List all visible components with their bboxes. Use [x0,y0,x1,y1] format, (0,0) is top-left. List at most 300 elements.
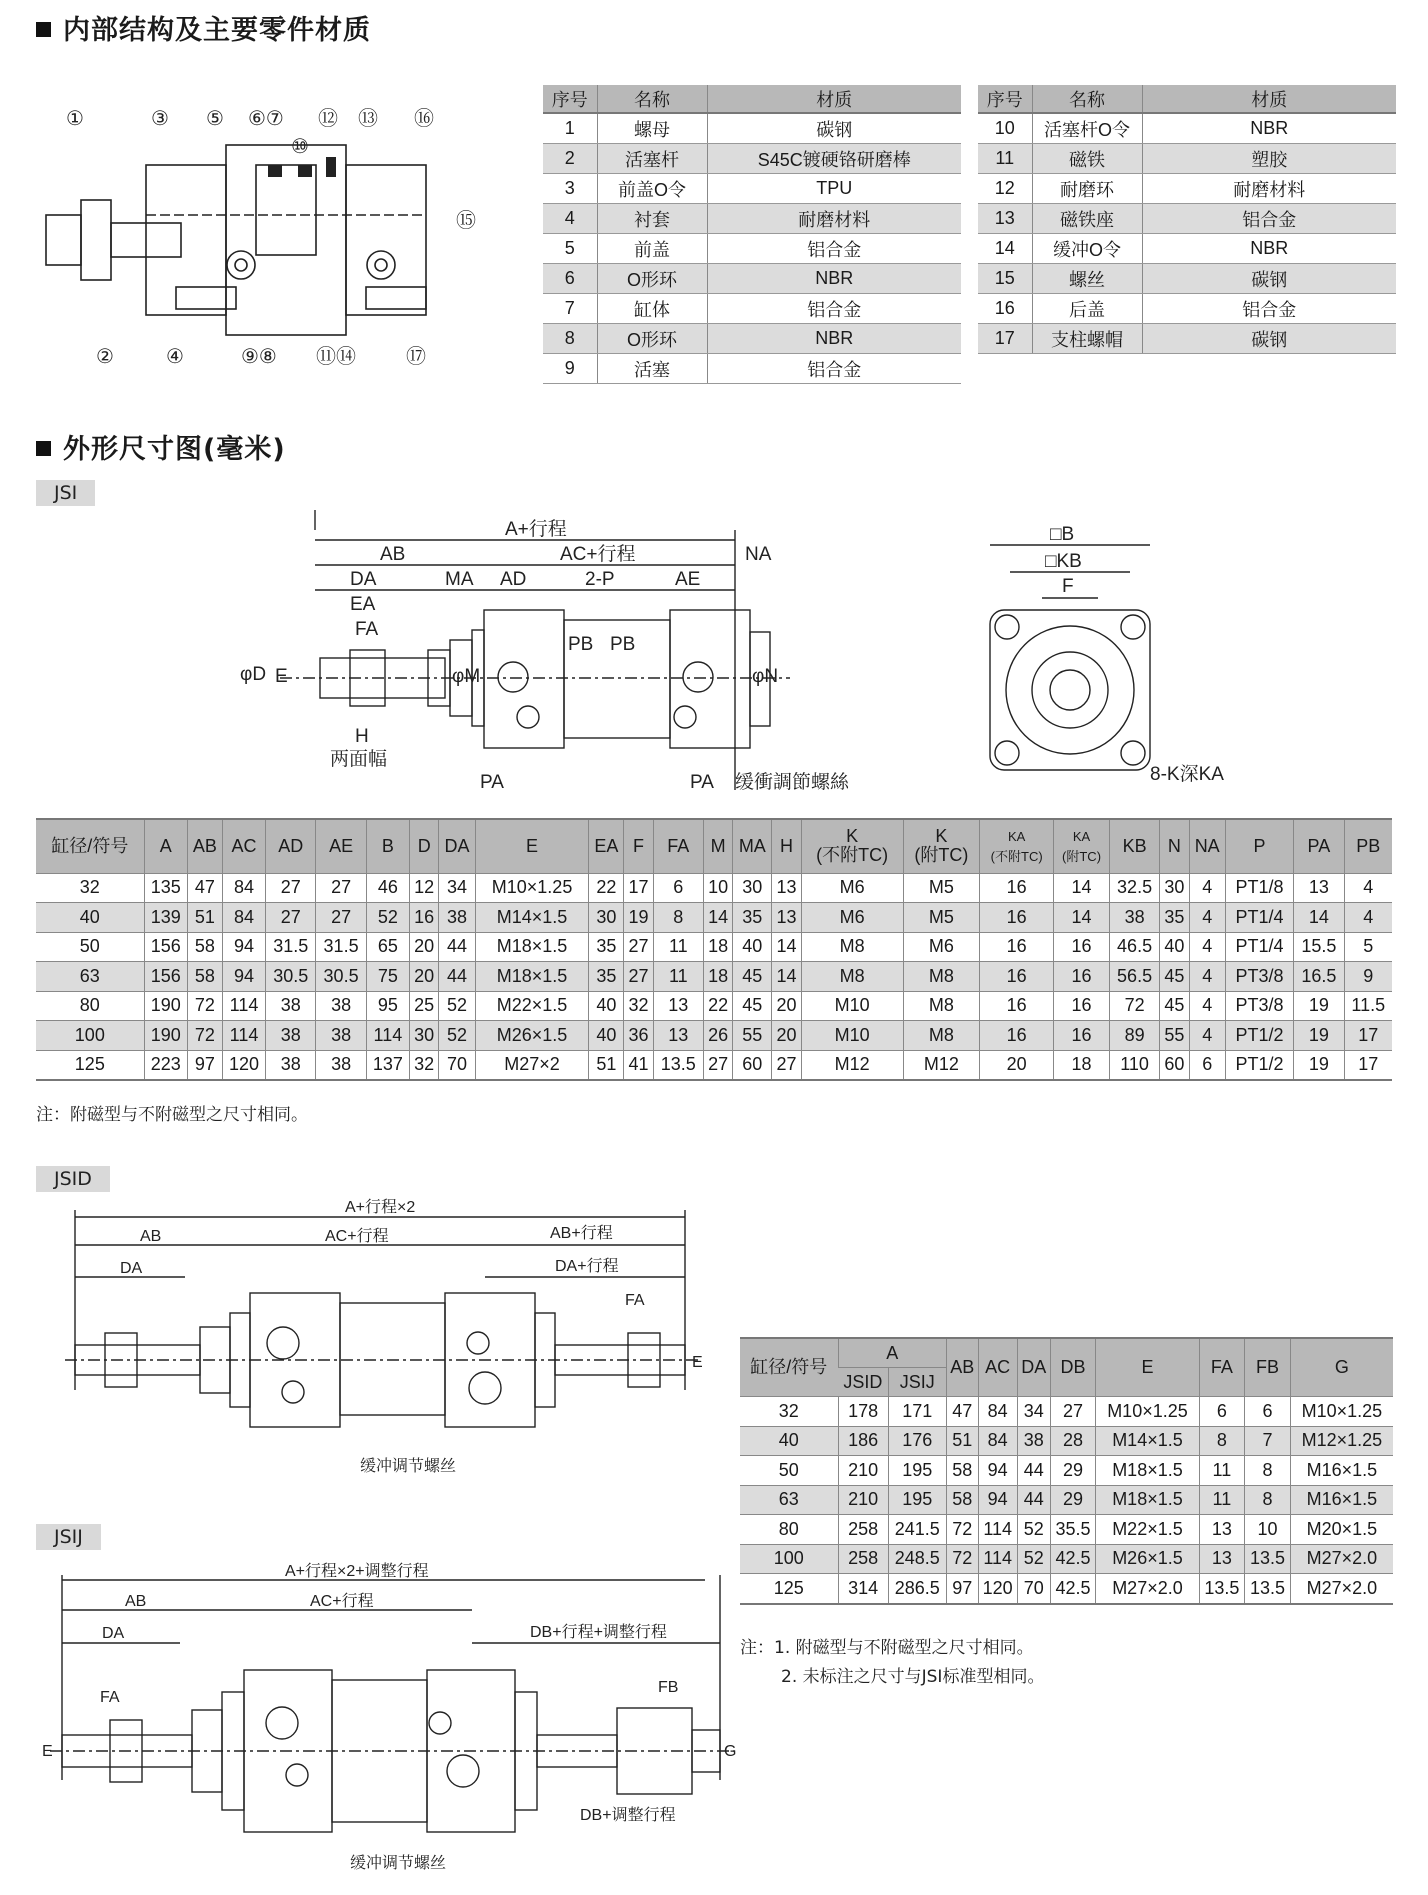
table-cell: 186 [838,1426,888,1456]
table-row [543,204,961,234]
table-cell: 35 [589,962,624,992]
table-cell: 30 [1160,873,1189,903]
table-row [543,144,961,174]
header-name: 名称 [1032,85,1142,113]
table-cell: 14 [978,234,1032,264]
table-cell: 137 [366,1050,409,1080]
table-cell: 耐磨材料 [1142,174,1396,204]
table-cell: 58 [946,1456,978,1486]
table-cell: 139 [144,903,187,933]
table-cell: PT1/8 [1225,873,1293,903]
table-cell: 210 [838,1456,888,1486]
table-cell: 16 [1054,991,1110,1021]
table-cell: 4 [1189,932,1225,962]
dim-da: DA [350,569,377,590]
dim-a: A+行程 [505,519,567,540]
table-cell: 4 [1189,873,1225,903]
header-label: M [710,835,726,856]
table-cell: 17 [978,324,1032,354]
dim-ac: AC+行程 [310,1593,374,1610]
header-label: B [381,835,394,856]
table-cell: 114 [978,1544,1017,1574]
table-cell: 100 [740,1544,838,1574]
table-cell: 72 [946,1515,978,1545]
table-header-cell [589,819,624,873]
table-cell: 17 [1344,1050,1392,1080]
table-cell: TPU [707,174,961,204]
table-cell: 40 [589,991,624,1021]
table-cell: 15.5 [1294,932,1344,962]
table-cell: 1 [543,113,597,144]
table-cell: 114 [366,1021,409,1051]
dim-ac: AC+行程 [325,1228,389,1245]
table-cell: 40 [36,903,144,933]
table-cell: 63 [740,1485,838,1515]
table-cell: 10 [978,113,1032,144]
table-cell: 20 [772,1021,801,1051]
table-cell: 95 [366,991,409,1021]
table-cell: 16 [1054,962,1110,992]
table-header-cell [36,819,144,873]
table-cell: M18×1.5 [1096,1485,1199,1515]
table-cell: 38 [316,991,366,1021]
table-cell: 38 [439,903,475,933]
table-cell: M8 [801,932,903,962]
table-cell: 36 [624,1021,653,1051]
section-title-dimensions: 外形尺寸图(毫米) [36,427,286,466]
table-header-cell [1054,819,1110,873]
table-cell: M27×2 [475,1050,589,1080]
table-header-cell [733,819,772,873]
table-cell: M16×1.5 [1290,1485,1393,1515]
table-header-cell [772,819,801,873]
table-cell: 16 [1054,1021,1110,1051]
table-cell: 27 [266,903,316,933]
header-label: P [1253,835,1266,856]
dim-ab-stroke: AB+行程 [550,1225,613,1242]
table-header-cell: DB [1050,1338,1096,1397]
header-label: PA [1307,835,1331,856]
table-cell: 8 [1245,1485,1291,1515]
table-cell: M18×1.5 [1096,1456,1199,1486]
dim-pa-1: PA [480,772,504,793]
table-cell: 55 [733,1021,772,1051]
table-row [978,113,1396,144]
table-cell: 32.5 [1109,873,1159,903]
table-cell: M8 [801,962,903,992]
dim-e: E [692,1354,703,1371]
table-cell: M10×1.25 [1290,1397,1393,1427]
table-cell: 89 [1109,1021,1159,1051]
dim-db: DB+行程+调整行程 [530,1624,667,1641]
table-cell: 46 [366,873,409,903]
header-label: NA [1194,835,1220,856]
callout-15: ⑮ [456,210,476,232]
table-cell: M10 [801,1021,903,1051]
tag-jsij: JSIJ [36,1524,101,1550]
table-subheader-cell: JSIJ [888,1368,946,1397]
table-row [740,1485,1393,1515]
table-cell: 34 [1017,1397,1050,1427]
table-cell: 16 [980,1021,1054,1051]
header-label: KB [1122,835,1147,856]
dim-k: 8-K深KA [1150,764,1224,785]
table-header-cell [1294,819,1344,873]
header-material: 材质 [707,85,961,113]
table-cell: 16 [980,991,1054,1021]
table-cell: 80 [740,1515,838,1545]
table-cell: 195 [888,1456,946,1486]
table-header-cell: 缸径/符号 [740,1338,838,1397]
table-row [740,1544,1393,1574]
table-cell: 碳钢 [707,113,961,144]
table-header-cell: FB [1245,1338,1291,1397]
table-cell: 72 [946,1544,978,1574]
table-cell: 14 [1054,873,1110,903]
table-cell: 13 [653,1021,703,1051]
table-cell: 52 [439,1021,475,1051]
table-cell: 16 [980,903,1054,933]
table-cell: 支柱螺帽 [1032,324,1142,354]
table-cell: 19 [624,903,653,933]
table-cell: 碳钢 [1142,264,1396,294]
table-cell: O形环 [597,264,707,294]
table-cell: 30.5 [266,962,316,992]
table-row [543,264,961,294]
table-cell: M14×1.5 [1096,1426,1199,1456]
table-cell: M26×1.5 [475,1021,589,1051]
table-cell: 22 [703,991,732,1021]
table-cell: 6 [1199,1397,1245,1427]
table-cell: 10 [703,873,732,903]
table-cell: 活塞杆 [597,144,707,174]
callout-9-8: ⑨⑧ [241,346,277,368]
table-cell: 58 [946,1485,978,1515]
table-cell: 114 [222,991,265,1021]
table-row [543,234,961,264]
callout-4: ④ [166,346,184,368]
header-label: 缸径/符号 [51,835,129,856]
callout-10: ⑩ [291,136,309,158]
table-cell: M10×1.25 [1096,1397,1199,1427]
callout-3: ③ [151,108,169,130]
dim-h: H [355,726,369,747]
table-cell: M22×1.5 [1096,1515,1199,1545]
table-cell: M27×2.0 [1096,1574,1199,1604]
table-cell: 8 [543,324,597,354]
table-cell: 29 [1050,1485,1096,1515]
table-cell: M8 [903,1021,980,1051]
table-cell: 35 [589,932,624,962]
table-cell: 40 [733,932,772,962]
table-cell: 120 [222,1050,265,1080]
table-cell: 50 [740,1456,838,1486]
table-row [740,1397,1393,1427]
table-cell: 45 [1160,962,1189,992]
jsid-note-2: 2. 未标注之尺寸与JSI标准型相同。 [781,1667,1045,1687]
dim-da: DA [102,1625,125,1642]
table-cell: 铝合金 [1142,294,1396,324]
table-header-cell [1109,819,1159,873]
table-cell: 27 [316,873,366,903]
table-cell: 螺丝 [1032,264,1142,294]
table-cell: 40 [589,1021,624,1051]
table-cell: 铝合金 [707,234,961,264]
dim-pb-1: PB [568,634,594,655]
header-label: DA [444,835,470,856]
callout-2: ② [96,346,114,368]
table-cell: NBR [1142,113,1396,144]
table-cell: 60 [733,1050,772,1080]
table-cell: M6 [801,873,903,903]
table-cell: 38 [266,1021,316,1051]
table-cell: 35.5 [1050,1515,1096,1545]
dim-fa: FA [625,1292,645,1309]
table-cell: 80 [36,991,144,1021]
table-cell: 磁铁 [1032,144,1142,174]
table-cell: 286.5 [888,1574,946,1604]
table-cell: 35 [733,903,772,933]
bullet-square-icon [36,441,51,456]
table-cell: 97 [946,1574,978,1604]
table-cell: 190 [144,991,187,1021]
table-cell: 耐磨材料 [707,204,961,234]
table-header-cell: AB [946,1338,978,1397]
table-cell: 铝合金 [707,354,961,384]
table-cell: 磁铁座 [1032,204,1142,234]
table-header-cell [1189,819,1225,873]
table-cell: 58 [187,932,222,962]
jsi-note: 注：附磁型与不附磁型之尺寸相同。 [36,1105,308,1125]
table-header-row [740,1338,1393,1368]
table-header-cell [187,819,222,873]
table-cell: S45C镀硬铬研磨棒 [707,144,961,174]
table-header-cell [222,819,265,873]
table-cell: 27 [1050,1397,1096,1427]
table-cell: PT1/2 [1225,1021,1293,1051]
table-header-cell [801,819,903,873]
table-cell: M8 [903,991,980,1021]
table-row [36,932,1392,962]
table-cell: 16 [410,903,439,933]
table-cell: 47 [946,1397,978,1427]
table-cell: 114 [222,1021,265,1051]
table-cell: 84 [978,1426,1017,1456]
table-cell: 活塞杆O令 [1032,113,1142,144]
header-label: PB [1356,835,1381,856]
dim-m: φM [452,666,481,687]
table-header-cell [144,819,187,873]
table-cell: 32 [410,1050,439,1080]
label-cushion-screw: 缓冲调节螺丝 [360,1458,457,1475]
table-cell: 14 [703,903,732,933]
table-cell: 56.5 [1109,962,1159,992]
header-label: FA [667,835,690,856]
dim-ea: EA [350,594,376,615]
table-row [978,234,1396,264]
tag-jsid: JSID [36,1166,110,1192]
table-cell: 47 [187,873,222,903]
table-cell: 72 [187,1021,222,1051]
section-title-structure: 内部结构及主要零件材质 [36,8,371,47]
table-cell: M16×1.5 [1290,1456,1393,1486]
table-cell: 活塞 [597,354,707,384]
table-cell: 51 [946,1426,978,1456]
table-cell: 32 [36,873,144,903]
header-label: K [935,826,948,847]
table-cell: 41 [624,1050,653,1080]
table-cell: 44 [1017,1456,1050,1486]
table-cell: 38 [316,1050,366,1080]
table-cell: 缓冲O令 [1032,234,1142,264]
table-cell: 19 [1294,991,1344,1021]
jsid-dimension-table [740,1337,1393,1605]
dim-da-stroke: DA+行程 [555,1258,619,1275]
table-cell: 100 [36,1021,144,1051]
table-cell: 94 [978,1485,1017,1515]
table-cell: 20 [772,991,801,1021]
table-cell: 4 [543,204,597,234]
table-cell: 156 [144,932,187,962]
table-cell: 27 [266,873,316,903]
table-cell: 16 [1054,932,1110,962]
table-cell: PT3/8 [1225,962,1293,992]
piston [256,165,316,255]
table-cell: NBR [1142,234,1396,264]
table-cell: 5 [1344,932,1392,962]
table-cell: 11 [1199,1456,1245,1486]
table-cell: 19 [1294,1050,1344,1080]
table-cell: 120 [978,1574,1017,1604]
bullet-square-icon [36,22,51,37]
header-no: 序号 [543,85,597,113]
table-cell: 40 [740,1426,838,1456]
table-cell: M22×1.5 [475,991,589,1021]
nut-shape [46,215,81,265]
table-cell: 18 [1054,1050,1110,1080]
table-cell: 110 [1109,1050,1159,1080]
table-header-cell [366,819,409,873]
table-cell: 94 [978,1456,1017,1486]
table-cell: 63 [36,962,144,992]
jsid-note-1: 注：1. 附磁型与不附磁型之尺寸相同。 [740,1638,1034,1658]
table-row [978,294,1396,324]
table-cell: 20 [980,1050,1054,1080]
table-cell: 27 [772,1050,801,1080]
dim-ae: AE [675,569,701,590]
table-cell: 31.5 [316,932,366,962]
table-cell: 11 [978,144,1032,174]
table-cell: 22 [589,873,624,903]
table-cell: 4 [1344,903,1392,933]
table-cell: 11 [653,962,703,992]
header-label: AE [329,835,354,856]
table-cell: 45 [1160,991,1189,1021]
table-cell: 25 [410,991,439,1021]
table-cell: 27 [316,903,366,933]
header-label: EA [594,835,619,856]
dim-fa: FA [100,1689,120,1706]
table-cell: M10 [801,991,903,1021]
callout-1: ① [66,108,84,130]
table-row [978,324,1396,354]
dim-db-adjust: DB+调整行程 [580,1807,676,1824]
table-cell: 52 [366,903,409,933]
table-cell: 190 [144,1021,187,1051]
header-sublabel: (不附TC) [990,849,1043,865]
dim-e: E [42,1743,53,1760]
materials-table-right [978,85,1396,354]
header-material: 材质 [1142,85,1396,113]
table-cell: 后盖 [1032,294,1142,324]
internal-structure-drawing [36,105,506,375]
jsi-dimension-table [36,818,1392,1081]
table-cell: 14 [772,932,801,962]
table-cell: 4 [1189,903,1225,933]
rod-nut [81,200,111,280]
table-cell: 38 [1109,903,1159,933]
table-cell: M5 [903,873,980,903]
header-label: AB [192,835,217,856]
table-cell: M18×1.5 [475,962,589,992]
header-sublabel: (不附TC) [816,845,889,866]
materials-table-left [543,85,961,384]
table-cell: 29 [1050,1456,1096,1486]
table-cell: 螺母 [597,113,707,144]
table-cell: M12 [801,1050,903,1080]
table-cell: 16 [980,873,1054,903]
header-label: MA [738,835,766,856]
table-cell: 27 [624,962,653,992]
dim-na: NA [745,544,772,565]
table-row [543,354,961,384]
table-cell: 18 [703,962,732,992]
header-no: 序号 [978,85,1032,113]
header-label: H [780,835,793,856]
table-cell: 30.5 [316,962,366,992]
table-cell: 114 [978,1515,1017,1545]
table-cell: 12 [978,174,1032,204]
table-cell: 20 [410,962,439,992]
table-cell: 94 [222,932,265,962]
table-cell: 13 [772,873,801,903]
table-cell: M5 [903,903,980,933]
dim-ma: MA [445,569,474,590]
table-row [543,113,961,144]
table-cell: 40 [1160,932,1189,962]
table-row [36,903,1392,933]
header-label: AC [231,835,257,856]
table-cell: 11.5 [1344,991,1392,1021]
dim-ac: AC+行程 [560,544,636,565]
table-cell: 6 [653,873,703,903]
table-cell: 14 [1054,903,1110,933]
table-cell: 9 [543,354,597,384]
table-cell: 44 [439,932,475,962]
dim-ad: AD [500,569,527,590]
table-cell: 前盖 [597,234,707,264]
table-row [740,1515,1393,1545]
table-header-cell [1344,819,1392,873]
table-cell: 50 [36,932,144,962]
table-cell: 6 [1245,1397,1291,1427]
dim-a: A+行程×2 [345,1199,416,1216]
table-cell: 84 [222,903,265,933]
table-cell: 52 [439,991,475,1021]
table-cell: 35 [1160,903,1189,933]
dim-fa: FA [355,619,379,640]
table-cell: 13 [978,204,1032,234]
